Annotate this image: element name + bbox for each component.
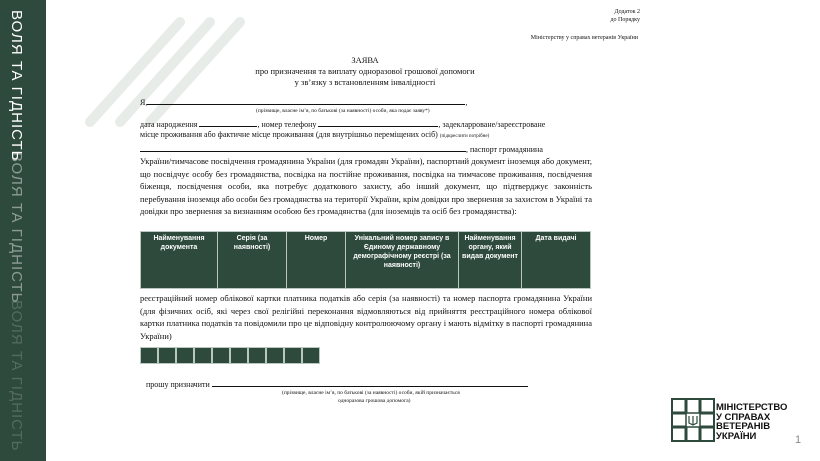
applicant-name-note: (прізвище, власне ім’я, по батькові (за наявності) особи, яка подає заяву*) [256, 108, 430, 114]
residence-note: (підкреслити потрібне) [439, 134, 490, 139]
table-header: Найменування органу, який видав документ [459, 232, 522, 289]
tax-digit-box[interactable] [302, 347, 320, 364]
address-passport-line: , паспорт громадянина [140, 143, 592, 155]
tax-digit-box[interactable] [266, 347, 284, 364]
tax-number-boxes [140, 347, 320, 364]
applicant-name-line: Я, , [140, 98, 468, 107]
page-number: 1 [795, 434, 802, 446]
assign-line: прошу призначити [146, 378, 598, 390]
tax-digit-box[interactable] [230, 347, 248, 364]
table-header: Серія (за наявності) [218, 232, 287, 289]
dob-phone-line: дата народження , номер телефону , задекларроване/зареєстроване [140, 120, 546, 129]
dob-field[interactable] [199, 118, 257, 127]
phone-field[interactable] [318, 118, 438, 127]
appendix-note: Додаток 2 до Порядку [610, 9, 640, 23]
tax-digit-box[interactable] [140, 347, 158, 364]
ministry-name: МІНІСТЕРСТВО У СПРАВАХ ВЕТЕРАНІВ УКРАЇНИ [716, 402, 788, 442]
table-header: Унікальний номер запису в Єдиному державному демографічному реєстрі (за наявності) [346, 232, 459, 289]
tax-digit-box[interactable] [212, 347, 230, 364]
assign-note-2: одноразова грошова допомога) [338, 398, 411, 404]
sidebar-brand-strip [0, 0, 46, 461]
tax-digit-box[interactable] [284, 347, 302, 364]
assign-name-field[interactable] [212, 378, 528, 387]
sidebar-brand-text-faded: ВОЛЯ ТА ГІДНІСТЬ [8, 152, 25, 304]
tax-digit-box[interactable] [194, 347, 212, 364]
documents-paragraph: України/тимчасове посвідчення громадянина України (для громадян України), паспортний документ іноземця або документ, що посвідчує особу без громадянства, посвідка на постійне проживання, посвідка на тимчасове проживання, посвідчення біженця, посвідчення особи, яка потребує додаткового захисту, або інший документ, що підтверджує законність перебування іноземця або особи без громадянства на території України, крім довідки про звернення за захистом в Україні та довідки про звернення за визнанням особою без громадянства (для іноземців та осіб без громадянства): [140, 156, 592, 216]
tax-digit-box[interactable] [158, 347, 176, 364]
table-header: Найменування документа [141, 232, 218, 289]
assign-note: (прізвище, власне ім’я, по батькові (за наявності) особи, якій призначається [282, 390, 460, 396]
ministry-emblem-icon [671, 398, 715, 442]
form-subtitle: про призначення та виплату одноразової грошової допомоги [255, 66, 475, 76]
sidebar-brand-text-faint: ВОЛЯ ТА ГІДНІСТЬ [8, 300, 25, 452]
tax-digit-box[interactable] [176, 347, 194, 364]
form-title: ЗАЯВА [351, 55, 379, 65]
table-header: Номер [287, 232, 346, 289]
addressee: Міністерству у справах ветеранів України [530, 35, 638, 41]
documents-table [140, 231, 591, 289]
address-field[interactable] [140, 143, 466, 152]
tax-digit-box[interactable] [248, 347, 266, 364]
residence-line: місце проживання або фактичне місце проживання (для внутрішньо переміщених осіб) (підкреслити потрібне) [140, 130, 490, 139]
table-header: Дата видачі [522, 232, 591, 289]
sidebar-brand-text: ВОЛЯ ТА ГІДНІСТЬ [8, 10, 25, 162]
applicant-name-field[interactable] [147, 96, 465, 105]
form-subtitle-2: у зв’язку з встановленням інвалідності [294, 77, 436, 87]
tax-number-paragraph: реєстраційний номер облікової картки платника податків або серія (за наявності) та номер паспорта громадянина України (для фізичних осіб, які через свої релігійні переконання відмовляються від прийняття реєстраційного номера облікової картки платника податків та повідомили про це відповідну контролюючому органу і мають відмітку в паспорті громадянина України) [140, 293, 592, 341]
